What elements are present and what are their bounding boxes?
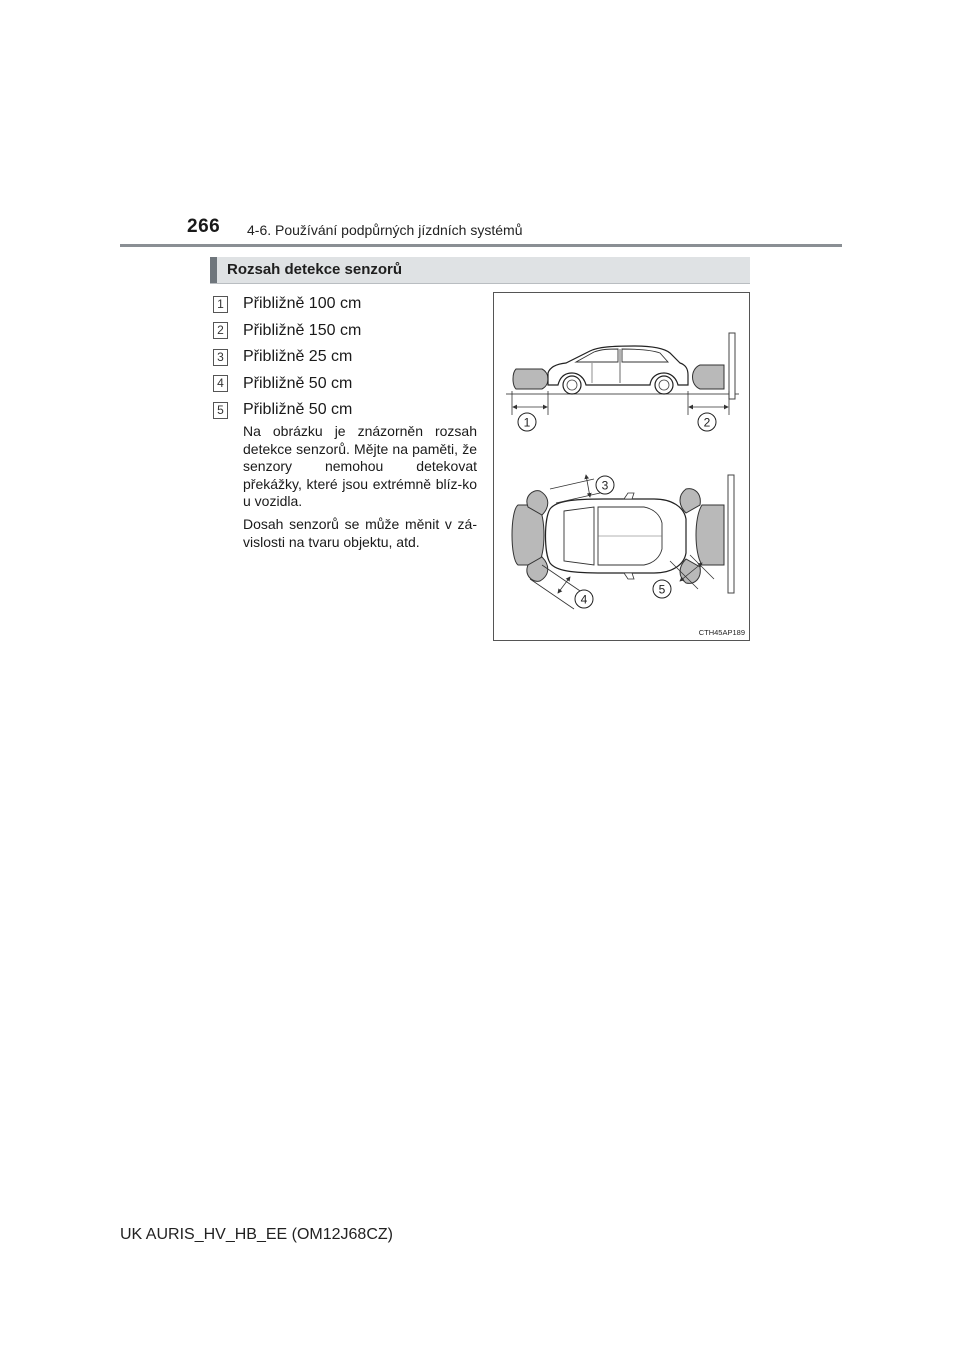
- side-view-car: [506, 333, 739, 399]
- item-number-badge: 4: [213, 375, 228, 392]
- item-text: Přibližně 50 cm: [243, 401, 353, 419]
- figure-code: CTH45AP189: [698, 628, 745, 637]
- top-view-car: [512, 475, 734, 593]
- note-paragraph: Na obrázku je znázorněn rozsah detekce senzorů. Mějte na paměti, že senzory nemohou detekovat překážky, které jsou extrémně blíz-ko u vozidla.: [243, 423, 477, 509]
- callout-5: [653, 580, 671, 598]
- item-number-badge: 3: [213, 349, 228, 366]
- callout-label: 2: [703, 415, 711, 430]
- list-item: [213, 318, 483, 345]
- item-number-badge: 5: [213, 402, 228, 419]
- sensor-range-figure: [493, 292, 750, 641]
- callout-label: 4: [580, 592, 588, 607]
- list-item: [213, 291, 483, 318]
- sensor-range-illustration: [494, 293, 749, 640]
- note-paragraph: Dosah senzorů se může měnit v zá-vislosti na tvaru objektu, atd.: [243, 516, 477, 550]
- section-title: Rozsah detekce senzorů: [227, 261, 403, 278]
- item-text: Přibližně 150 cm: [243, 321, 362, 339]
- callout-label: 1: [523, 415, 531, 430]
- item-text: Přibližně 100 cm: [243, 295, 362, 313]
- page-number: 266: [187, 216, 221, 237]
- item-text: Přibližně 25 cm: [243, 348, 353, 366]
- section-accent-bar: [210, 257, 217, 283]
- side-dimension-lines: [512, 391, 729, 415]
- callout-label: 5: [658, 582, 666, 597]
- distance-list: [213, 291, 483, 424]
- section-header: [210, 257, 750, 284]
- list-item: [213, 397, 483, 424]
- callout-1: [518, 413, 536, 431]
- item-number-badge: 1: [213, 296, 228, 313]
- item-text: Přibližně 50 cm: [243, 374, 353, 392]
- list-item: [213, 344, 483, 371]
- footer-model-code: UK AURIS_HV_HB_EE (OM12J68CZ): [120, 1226, 393, 1243]
- callout-2: [698, 413, 716, 431]
- callout-4: [575, 590, 593, 608]
- callout-3: [596, 476, 614, 494]
- chapter-title: 4-6. Používání podpůrných jízdních systémů: [247, 222, 523, 238]
- item-number-badge: 2: [213, 322, 228, 339]
- list-item: [213, 371, 483, 398]
- callout-label: 3: [601, 478, 609, 493]
- header-divider: [120, 244, 842, 247]
